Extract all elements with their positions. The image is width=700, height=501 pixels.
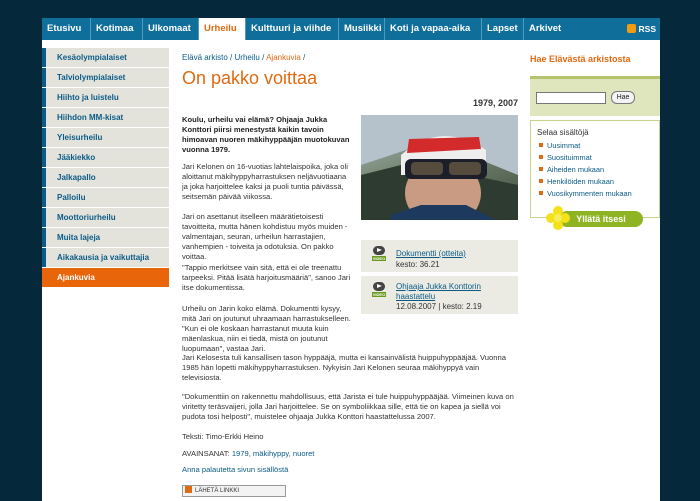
video-meta: 12.08.2007 | kesto: 2.19 bbox=[396, 302, 482, 311]
surprise-button[interactable] bbox=[546, 206, 643, 228]
browse-label: Suosituimmat bbox=[547, 153, 592, 162]
video-item[interactable] bbox=[361, 276, 518, 314]
article-paragraph: Jari Kelonen on 16-vuotias lahtelaispoika, joka oli aloittanut mäkihyppyharrastuksen neljävuotiaana ja joka harjoittelee kaksi ja puoli tuntia päivässä, seitsemän päivää viikossa. bbox=[182, 162, 348, 201]
browse-label: Aiheiden mukaan bbox=[547, 165, 605, 174]
nav-etusivu[interactable]: Etusivu bbox=[42, 18, 91, 40]
nav-lapset[interactable]: Lapset bbox=[482, 18, 524, 40]
search-title: Hae Elävästä arkistosta bbox=[530, 54, 631, 64]
breadcrumb-urheilu[interactable]: Urheilu bbox=[234, 53, 260, 62]
browse-label: Uusimmat bbox=[547, 141, 581, 150]
bullet-icon bbox=[539, 191, 543, 195]
tags-links[interactable]: 1979, mäkihyppy, nuoret bbox=[231, 449, 315, 458]
breadcrumb-ajankuvia[interactable]: Ajankuvia bbox=[266, 53, 301, 62]
ski-jumper-photo bbox=[361, 115, 518, 220]
breadcrumb-elava-arkisto[interactable]: Elävä arkisto bbox=[182, 53, 228, 62]
sidebar-item-ajankuvia[interactable]: Ajankuvia bbox=[42, 268, 169, 287]
tags-label: AVAINSANAT: bbox=[182, 449, 230, 458]
page bbox=[42, 40, 660, 501]
share-icon bbox=[185, 486, 192, 493]
sidebar-item-muita-lajeja[interactable]: Muita lajeja bbox=[42, 228, 169, 247]
article-paragraph: Jari on asettanut itselleen määrätietoisesti tavoitteita, mutta hänen kohdistuu myös muiden - valmentajan, seuran, urheilun harrastajien, vanhempien - toiveita ja odotuksia. On pakko voittaa. bbox=[182, 212, 348, 261]
search-box bbox=[530, 76, 660, 116]
article-paragraph: Urheilu on Jarin koko elämä. Dokumentti kysyy, mitä Jari on joutunut uhraamaan harrastukselleen. "Kun ei ole koskaan harrastanut muuta kuin mäenlaskua, niin ei tiedä, mistä on joutunut luopumaan", vastaa Jari. bbox=[182, 304, 351, 353]
sidebar-item-aikakausia[interactable]: Aikakausia ja vaikuttajia bbox=[42, 248, 169, 267]
browse-item-vuosikymmenet[interactable] bbox=[539, 189, 632, 198]
nav-urheilu[interactable]: Urheilu bbox=[199, 18, 246, 40]
article-credit: Teksti: Timo-Erkki Heino bbox=[182, 432, 264, 441]
nav-kotimaa[interactable]: Kotimaa bbox=[91, 18, 143, 40]
article-photo bbox=[361, 115, 518, 220]
sidebar-item-yleisurheilu[interactable]: Yleisurheilu bbox=[42, 128, 169, 147]
browse-label: Vuosikymmenten mukaan bbox=[547, 189, 632, 198]
video-meta: kesto: 36.21 bbox=[396, 260, 440, 269]
article-date: 1979, 2007 bbox=[472, 98, 518, 108]
nav-koti[interactable]: Koti ja vapaa-aika bbox=[385, 18, 482, 40]
share-label: LÄHETÄ LINKKI bbox=[195, 488, 240, 494]
article-paragraph: Jari Kelosesta tuli kansallisen tason hyppääjä, mutta ei kansainvälistä huippuhyppääjää. Vuonna 1985 hän lopetti mäkihyppyharrastuksen. Nykyisin Jari Kelonen seuraa mäkihyppyä vain televisiosta. bbox=[182, 353, 506, 382]
browse-item-uusimmat[interactable] bbox=[539, 141, 580, 150]
flower-icon bbox=[546, 206, 570, 230]
page-title: On pakko voittaa bbox=[182, 68, 318, 88]
nav-kulttuuri[interactable]: Kulttuuri ja viihde bbox=[246, 18, 339, 40]
video-link[interactable]: Ohjaaja Jukka Konttorin haastattelu bbox=[396, 282, 481, 301]
sidebar-item-talviolympialaiset[interactable]: Talviolympialaiset bbox=[42, 68, 169, 87]
video-link[interactable]: Dokumentti (otteita) bbox=[396, 249, 466, 258]
sidebar bbox=[42, 48, 169, 288]
surprise-label: Yllätä itsesi bbox=[559, 211, 643, 227]
sidebar-item-hiihto[interactable]: Hiihto ja luistelu bbox=[42, 88, 169, 107]
search-input[interactable] bbox=[536, 92, 606, 104]
sidebar-item-jalkapallo[interactable]: Jalkapallo bbox=[42, 168, 169, 187]
bullet-icon bbox=[539, 179, 543, 183]
sidebar-item-palloilu[interactable]: Palloilu bbox=[42, 188, 169, 207]
article-tags bbox=[182, 449, 518, 459]
breadcrumb-separator: / bbox=[230, 53, 233, 62]
sidebar-item-jaakiekko[interactable]: Jääkiekko bbox=[42, 148, 169, 167]
top-navigation bbox=[42, 18, 660, 40]
browse-label: Henkilöiden mukaan bbox=[547, 177, 614, 186]
browse-item-suosituimmat[interactable] bbox=[539, 153, 592, 162]
rss-label: RSS bbox=[638, 24, 656, 34]
video-item[interactable] bbox=[361, 240, 518, 272]
nav-arkivet[interactable]: Arkivet bbox=[529, 23, 562, 34]
video-badge: VIDEO bbox=[372, 256, 386, 261]
share-link-button[interactable] bbox=[182, 485, 286, 497]
browse-item-aiheet[interactable] bbox=[539, 165, 604, 174]
sidebar-item-hiihdon-mm[interactable]: Hiihdon MM-kisat bbox=[42, 108, 169, 127]
article-lead: Koulu, urheilu vai elämä? Ohjaaja Jukka Konttori piirsi menestystä kaikin tavoin himoavan nuoren mäkihyppääjän muotokuvan vuonna 1979. bbox=[182, 115, 350, 154]
browse-item-henkilot[interactable] bbox=[539, 177, 614, 186]
rss-link[interactable] bbox=[627, 18, 656, 40]
rss-icon bbox=[627, 24, 636, 33]
nav-musiikki[interactable]: Musiikki bbox=[339, 18, 385, 40]
article-paragraph: "Dokumenttiin on rakennettu mahdollisuus, että Jarista ei tule huippuhyppääjää. Viimeinen kuva on viritetty teräsvaijeri, jolla Jari harjoittelee. Se on symboliikkaa sille, että tie on kapea ja siellä voi pudota tosi helposti", muistelee ohjaaja Jukka Konttori haastattelussa 2007. bbox=[182, 392, 514, 421]
breadcrumb-separator: / bbox=[262, 53, 265, 62]
breadcrumb bbox=[182, 53, 305, 62]
sidebar-item-kesaolympialaiset[interactable]: Kesäolympialaiset bbox=[42, 48, 169, 67]
bullet-icon bbox=[539, 143, 543, 147]
search-button[interactable]: Hae bbox=[611, 91, 635, 104]
feedback-link[interactable]: Anna palautetta sivun sisällöstä bbox=[182, 465, 289, 474]
play-icon[interactable] bbox=[373, 282, 385, 291]
article-paragraph: "Tappio merkitsee vain sitä, että ei ole treenattu tarpeeksi. Pitää lisätä harjoitusmääriä", sanoo Jari itse dokumentissa. bbox=[182, 263, 351, 292]
breadcrumb-separator: / bbox=[303, 53, 306, 62]
sidebar-item-moottoriurheilu[interactable]: Moottoriurheilu bbox=[42, 208, 169, 227]
bullet-icon bbox=[539, 155, 543, 159]
video-badge: VIDEO bbox=[372, 292, 386, 297]
nav-ulkomaat[interactable]: Ulkomaat bbox=[143, 18, 199, 40]
play-icon[interactable] bbox=[373, 246, 385, 255]
bullet-icon bbox=[539, 167, 543, 171]
browse-box bbox=[530, 120, 660, 218]
browse-title: Selaa sisältöjä bbox=[537, 128, 589, 137]
